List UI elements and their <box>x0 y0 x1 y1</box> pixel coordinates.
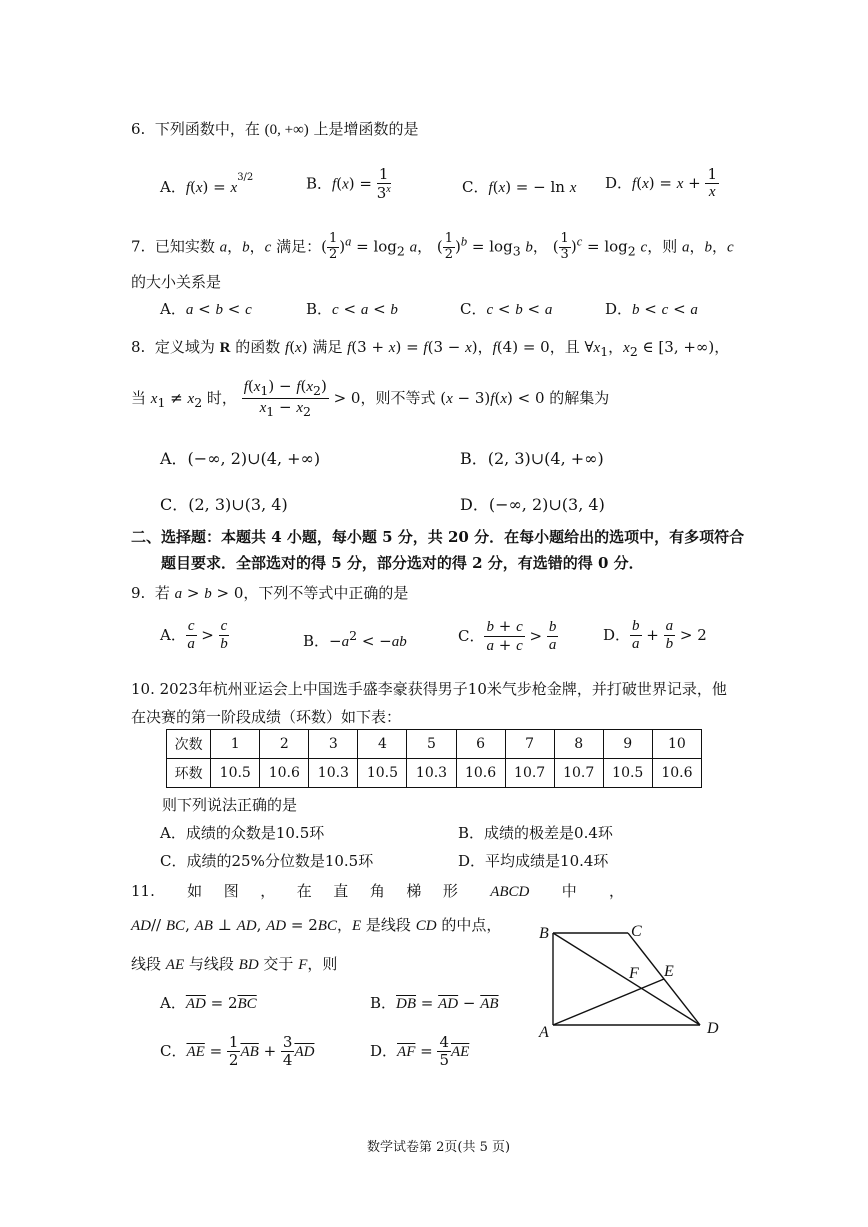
q7-option-d: D．b < c < a <box>605 300 698 318</box>
q10-option-c: C．成绩的25%分位数是10.5环 <box>160 852 374 870</box>
table-cell: 10 <box>652 730 701 759</box>
segment-bd <box>553 933 700 1025</box>
q6-option-d: D．f(x) = x + $\frac{1}{x}$ <box>605 165 718 201</box>
q6-option-b: B．f(x) = $\frac{1}{3^x}$ <box>306 165 391 203</box>
table-cell: 10.3 <box>407 759 456 788</box>
table-cell: 10.7 <box>554 759 603 788</box>
label-c: C <box>631 923 642 940</box>
q11-stem-cont2: 线段 AE 与线段 BD 交于 F，则 <box>131 955 338 973</box>
page-footer: 数学试卷第 2页(共 5 页) <box>367 1140 511 1155</box>
q8-stem-cont: 当 $x_1 \ne x_2$ 时， $\frac{f(x_1) - f(x_2)}{x_1 - x_2}$ > 0，则不等式 (x − 3)f(x) < 0 的解集为 <box>131 377 610 420</box>
table-cell: 8 <box>554 730 603 759</box>
q9-option-c: C． $\frac{b + c}{a + c}$ > $\frac{b}{a}$ <box>458 617 557 655</box>
q10-stem: 10. 2023年杭州亚运会上中国选手盛李豪获得男子10米气步枪金牌，并打破世界记录，他 <box>131 680 727 698</box>
table-row <box>167 759 702 788</box>
label-b: B <box>539 925 549 942</box>
q11-option-b: B．$\overline{DB} = \overline{AD} - \overline{AB}$ <box>370 994 499 1012</box>
q7-option-c: C．c < b < a <box>460 300 553 318</box>
section2-line2: 题目要求．全部选对的得 5 分，部分选对的得 2 分，有选错的得 0 分． <box>161 554 644 572</box>
section2-line1: 二、选择题：本题共 4 小题，每小题 5 分，共 20 分．在每小题给出的选项中，有多项符合 <box>131 528 745 546</box>
q7-stem-cont: 的大小关系是 <box>131 273 222 291</box>
score-table <box>166 729 702 788</box>
table-row <box>167 730 702 759</box>
q9-option-d: D． $\frac{b}{a}$ + $\frac{a}{b}$ > 2 <box>603 618 707 653</box>
q11-stem: 11. 如 图 ， 在 直 角 梯 形 ABCD 中 ， <box>131 882 624 900</box>
q8-option-c: C．(2, 3)∪(3, 4) <box>160 495 288 514</box>
q11-option-a: A．$\overline{AD} = 2\overline{BC}$ <box>160 994 257 1012</box>
table-cell: 6 <box>456 730 505 759</box>
q10-option-a: A．成绩的众数是10.5环 <box>160 824 325 842</box>
q11-option-d: D．$\overline{AF}$ = $\frac{4}{5}$ $\overline{AE}$ <box>370 1033 470 1070</box>
table-cell: 次数 <box>167 730 211 759</box>
table-cell: 2 <box>260 730 309 759</box>
q8-option-b: B．(2, 3)∪(4, +∞) <box>460 449 604 468</box>
table-cell: 环数 <box>167 759 211 788</box>
table-cell: 9 <box>603 730 652 759</box>
table-cell: 5 <box>407 730 456 759</box>
label-a: A <box>539 1024 549 1041</box>
table-cell: 10.6 <box>652 759 701 788</box>
q11-option-c: C．$\overline{AE}$ = $\frac{1}{2}$ $\overline{AB}$ + $\frac{3}{4}$ $\overline{AD}$ <box>160 1033 315 1070</box>
label-f: F <box>629 965 639 982</box>
segment-ae <box>553 979 664 1025</box>
table-cell: 3 <box>309 730 358 759</box>
q6-stem: 6. 下列函数中，在 (0, +∞) 上是增函数的是 <box>131 120 419 138</box>
table-cell: 10.5 <box>358 759 407 788</box>
q6-option-c: C．f(x) = − ln x <box>462 178 577 196</box>
q10-option-b: B．成绩的极差是0.4环 <box>458 824 613 842</box>
q9-option-b: B．$-a^2 < -ab$ <box>303 628 407 650</box>
table-cell: 7 <box>505 730 554 759</box>
table-cell: 10.6 <box>260 759 309 788</box>
trapezoid-figure <box>528 915 728 1045</box>
q7-option-a: A．a < b < c <box>160 300 252 318</box>
label-d: D <box>707 1020 719 1037</box>
q10-option-d: D．平均成绩是10.4环 <box>458 852 609 870</box>
q8-option-a: A．(−∞, 2)∪(4, +∞) <box>160 449 321 468</box>
table-cell: 4 <box>358 730 407 759</box>
label-e: E <box>664 963 674 980</box>
q7-option-b: B．c < a < b <box>306 300 398 318</box>
table-cell: 10.6 <box>456 759 505 788</box>
q11-stem-cont: AD// BC, AB ⊥ AD, AD = 2BC，E 是线段 CD 的中点， <box>131 916 502 934</box>
q9-option-a: A． $\frac{c}{a}$ > $\frac{c}{b}$ <box>160 618 228 653</box>
table-cell: 10.7 <box>505 759 554 788</box>
q8-stem: 8. 定义域为 R 的函数 f(x) 满足 f(3 + x) = f(3 − x)，f(4) = 0，且 $\forall x_1$，$x_2$ ∈ [3, +∞)， <box>131 338 730 359</box>
table-cell: 10.5 <box>603 759 652 788</box>
q6-option-a: A．$f(x) = x^{3/2}$ <box>160 172 254 196</box>
q10-after: 则下列说法正确的是 <box>162 796 298 814</box>
q8-option-d: D．(−∞, 2)∪(3, 4) <box>460 495 605 514</box>
q7-stem: 7. 已知实数 a，b，c 满足：( $\frac{1}{2}$ )$^a = \log_2 a$， ( $\frac{1}{2}$ )$^b = \log_3 b$， ( $\frac{1}{3}$ )$^c = \log_2 c$，则 a，b，c <box>131 231 734 262</box>
q9-stem: 9. 若 a > b > 0，下列不等式中正确的是 <box>131 584 409 602</box>
table-cell: 10.5 <box>211 759 260 788</box>
q10-stem-cont: 在决赛的第一阶段成绩（环数）如下表： <box>131 708 402 726</box>
table-cell: 1 <box>211 730 260 759</box>
table-cell: 10.3 <box>309 759 358 788</box>
